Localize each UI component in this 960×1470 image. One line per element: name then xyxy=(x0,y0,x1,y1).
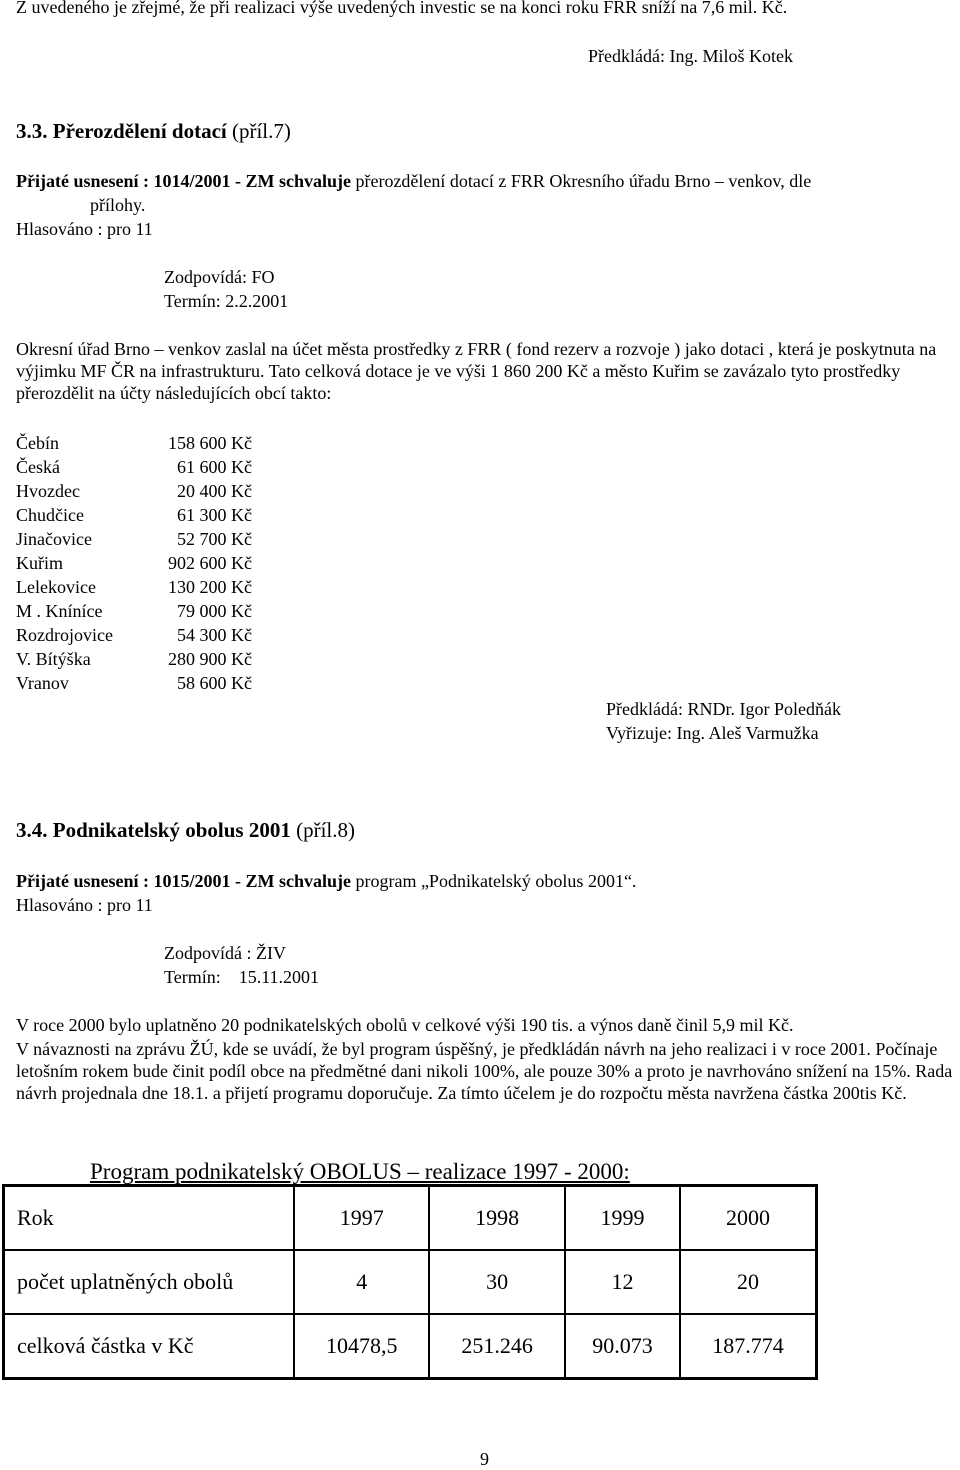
municipality-amount: 130 200 Kč xyxy=(168,577,252,597)
table-title: Program podnikatelský OBOLUS – realizace 1997 - 2000: xyxy=(90,1159,630,1184)
resolution-text: přerozdělení dotací z FRR Okresního úřadu Brno – venkov, dle xyxy=(350,171,812,191)
page-number: 9 xyxy=(480,1449,489,1469)
municipality-name: Lelekovice xyxy=(16,577,96,597)
section-3-3-heading xyxy=(16,118,291,144)
heading-ref: (příl.8) xyxy=(290,818,355,842)
table-cell: 1997 xyxy=(294,1186,429,1251)
municipality-name: Kuřim xyxy=(16,553,63,573)
municipality-name: Česká xyxy=(16,457,60,477)
municipality-name: Rozdrojovice xyxy=(16,625,113,645)
heading-ref: (příl.7) xyxy=(226,119,291,143)
municipality-name: V. Bítýška xyxy=(16,649,91,669)
resolution-cont: přílohy. xyxy=(90,195,146,215)
responsible-fo: Zodpovídá: FO xyxy=(164,267,275,287)
table-row xyxy=(4,1250,817,1314)
municipality-amount: 902 600 Kč xyxy=(168,553,252,573)
table-cell: 251.246 xyxy=(429,1314,564,1379)
vote-3-4: Hlasováno : pro 11 xyxy=(16,895,153,915)
resolution-label: Přijaté usnesení : 1015/2001 - ZM schvaluje xyxy=(16,871,351,891)
municipality-amount: 61 300 Kč xyxy=(177,505,252,525)
paragraph-2000: V roce 2000 bylo uplatněno 20 podnikatelských obolů v celkové výši 190 tis. a výnos daně činil 5,9 mil Kč. xyxy=(16,1015,794,1035)
heading-text: 3.3. Přerozdělení dotací xyxy=(16,119,227,143)
table-cell: 90.073 xyxy=(565,1314,680,1379)
vote-3-3: Hlasováno : pro 11 xyxy=(16,219,153,239)
responsible-ziv: Zodpovídá : ŽIV xyxy=(164,943,286,963)
municipality-amount: 79 000 Kč xyxy=(177,601,252,621)
paragraph-dotace-b: Tato celková dotace je ve výši 1 860 200 Kč a město Kuřim se zavázalo tyto prostředky přerozdělit na účty následujících obcí takto: xyxy=(16,361,901,403)
table-cell: 30 xyxy=(429,1250,564,1314)
row-label: celková částka v Kč xyxy=(4,1314,295,1379)
row-label: počet uplatněných obolů xyxy=(4,1250,295,1314)
presenter-poledniak: Předkládá: RNDr. Igor Poledňák xyxy=(606,699,841,719)
table-row xyxy=(4,1186,817,1251)
municipality-name: Čebín xyxy=(16,433,59,453)
resolution-1014 xyxy=(16,170,811,192)
paragraph-dotace xyxy=(16,338,956,404)
municipality-name: Hvozdec xyxy=(16,481,80,501)
section-3-4-heading xyxy=(16,817,355,843)
municipality-amount: 20 400 Kč xyxy=(177,481,252,501)
municipality-name: M . Kníníce xyxy=(16,601,103,621)
intro-line: Z uvedeného je zřejmé, že při realizaci výše uvedených investic se na konci roku FRR sníží na 7,6 mil. Kč. xyxy=(16,0,788,17)
resolution-1015 xyxy=(16,870,636,892)
table-cell: 187.774 xyxy=(680,1314,816,1379)
table-row xyxy=(4,1314,817,1379)
table-cell: 1998 xyxy=(429,1186,564,1251)
row-label: Rok xyxy=(4,1186,295,1251)
obolus-table xyxy=(2,1184,818,1380)
paragraph-dotace-a: Okresní úřad Brno – venkov zaslal na účet města prostředky z FRR ( fond rezerv a rozvoje ) jako dotaci , která je poskytnuta na výjimku MF ČR na infrastrukturu. xyxy=(16,339,937,381)
municipality-amount: 54 300 Kč xyxy=(177,625,252,645)
table-cell: 12 xyxy=(565,1250,680,1314)
municipality-name: Vranov xyxy=(16,673,69,693)
municipality-amount: 280 900 Kč xyxy=(168,649,252,669)
municipality-amount: 52 700 Kč xyxy=(177,529,252,549)
handler-varmuzka: Vyřizuje: Ing. Aleš Varmužka xyxy=(606,723,819,743)
presenter-kotek: Předkládá: Ing. Miloš Kotek xyxy=(588,46,793,66)
municipality-name: Chudčice xyxy=(16,505,84,525)
resolution-label: Přijaté usnesení : 1014/2001 - ZM schvaluje xyxy=(16,171,351,191)
paragraph-navaznost: V návaznosti na zprávu ŽÚ, kde se uvádí, že byl program úspěšný, je předkládán návrh na jeho realizaci i v roce 2001. Počínaje letošním rokem bude činit podíl obce na předmětné dani nikoli 100%, ale pouze 30% a proto je navrhováno snížení na 15%. Rada návrh projednala dne 18.1. a přijetí programu doporučuje. Za tímto účelem je do rozpočtu města navržena částka 200tis Kč. xyxy=(16,1039,953,1103)
table-cell: 1999 xyxy=(565,1186,680,1251)
deadline-3-3: Termín: 2.2.2001 xyxy=(164,291,289,311)
municipality-name: Jinačovice xyxy=(16,529,92,549)
deadline-3-4: Termín: 15.11.2001 xyxy=(164,967,320,987)
table-cell: 20 xyxy=(680,1250,816,1314)
table-cell: 10478,5 xyxy=(294,1314,429,1379)
table-cell: 2000 xyxy=(726,1205,771,1230)
municipality-amount: 158 600 Kč xyxy=(168,433,252,453)
heading-text: 3.4. Podnikatelský obolus 2001 xyxy=(16,818,291,842)
municipality-amount: 61 600 Kč xyxy=(177,457,252,477)
table-cell: 4 xyxy=(294,1250,429,1314)
municipality-amount: 58 600 Kč xyxy=(177,673,252,693)
resolution-text: program „Podnikatelský obolus 2001“. xyxy=(350,871,637,891)
